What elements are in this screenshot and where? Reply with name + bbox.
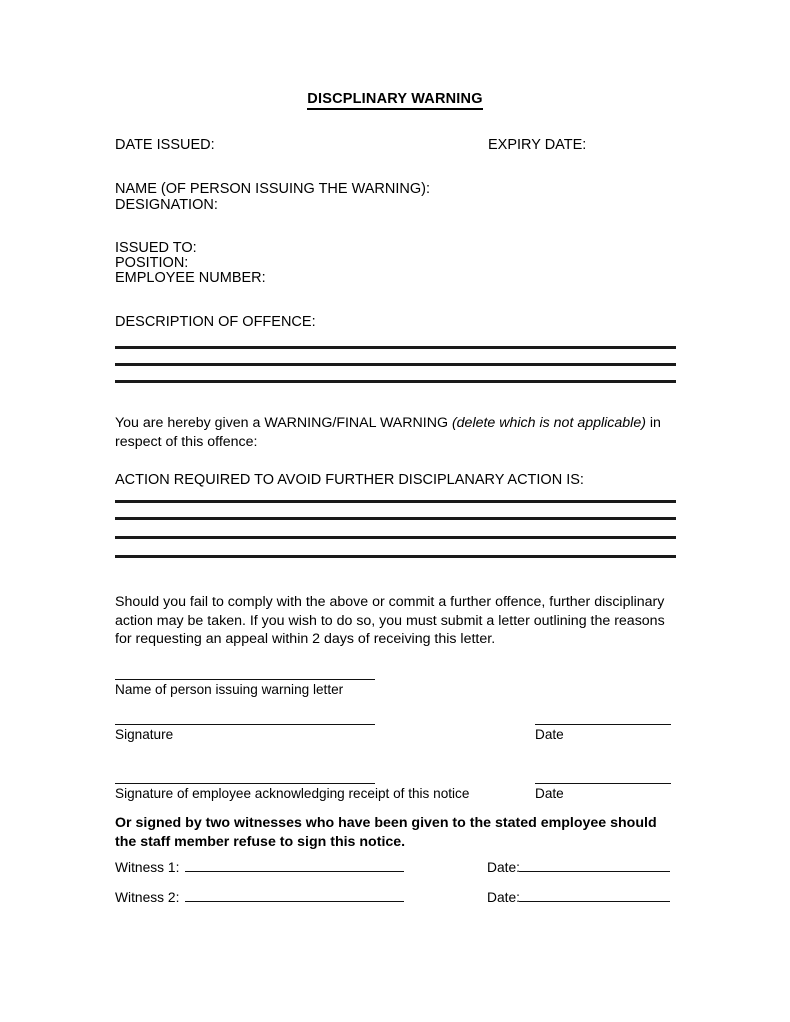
label-issuer-signature: Signature — [115, 727, 174, 742]
warning-paragraph-part-2: in respect of this offence: — [115, 415, 661, 450]
label-witness-1: Witness 1: — [115, 860, 180, 875]
label-witness-2: Witness 2: — [115, 890, 180, 905]
page-title — [0, 91, 790, 107]
label-employee-date: Date — [535, 786, 564, 801]
action-blank-line-3[interactable] — [115, 536, 676, 539]
compliance-paragraph: Should you fail to comply with the above or commit a further offence, further disciplinary action may be taken. If you wish to do so, you must submit a letter outlining the reasons for requesting an appeal within 2 days of receiving this letter. — [115, 594, 665, 647]
label-date-issued: DATE ISSUED: — [115, 137, 215, 153]
offence-blank-line-3[interactable] — [115, 380, 676, 383]
witness-2-name-line[interactable] — [185, 901, 404, 902]
label-employee-number: EMPLOYEE NUMBER: — [115, 270, 266, 286]
heading-action-required: ACTION REQUIRED TO AVOID FURTHER DISCIPLANARY ACTION IS: — [115, 472, 584, 488]
label-issuer-name: NAME (OF PERSON ISSUING THE WARNING): — [115, 181, 430, 197]
witness-note: Or signed by two witnesses who have been given to the stated employee should the staff member refuse to sign this notice. — [115, 815, 657, 850]
employee-date-line[interactable] — [535, 783, 671, 784]
action-blank-line-2[interactable] — [115, 517, 676, 520]
label-issuer-designation: DESIGNATION: — [115, 197, 218, 213]
issuer-signature-line[interactable] — [115, 724, 375, 725]
label-issuer-name-line: Name of person issuing warning letter — [115, 682, 344, 697]
witness-1-name-line[interactable] — [185, 871, 404, 872]
employee-signature-line[interactable] — [115, 783, 375, 784]
label-employee-signature: Signature of employee acknowledging receipt of this notice — [115, 786, 470, 801]
offence-blank-line-2[interactable] — [115, 363, 676, 366]
action-blank-line-4[interactable] — [115, 555, 676, 558]
label-witness-2-date: Date: — [487, 890, 520, 905]
label-issuer-date: Date — [535, 727, 564, 742]
page-title-text: DISCPLINARY WARNING — [307, 91, 482, 110]
label-expiry-date: EXPIRY DATE: — [488, 137, 587, 153]
heading-description-of-offence: DESCRIPTION OF OFFENCE: — [115, 314, 316, 330]
issuer-name-line[interactable] — [115, 679, 375, 680]
label-position: POSITION: — [115, 255, 189, 271]
label-issued-to: ISSUED TO: — [115, 240, 197, 256]
witness-2-date-line[interactable] — [519, 901, 670, 902]
offence-blank-line-1[interactable] — [115, 346, 676, 349]
action-blank-line-1[interactable] — [115, 500, 676, 503]
warning-paragraph-italic: (delete which is not applicable) — [451, 415, 646, 431]
warning-paragraph-part-1: You are hereby given a WARNING/FINAL WARNING — [115, 415, 452, 431]
warning-paragraph — [115, 414, 667, 451]
issuer-date-line[interactable] — [535, 724, 671, 725]
witness-1-date-line[interactable] — [519, 871, 670, 872]
label-witness-1-date: Date: — [487, 860, 520, 875]
